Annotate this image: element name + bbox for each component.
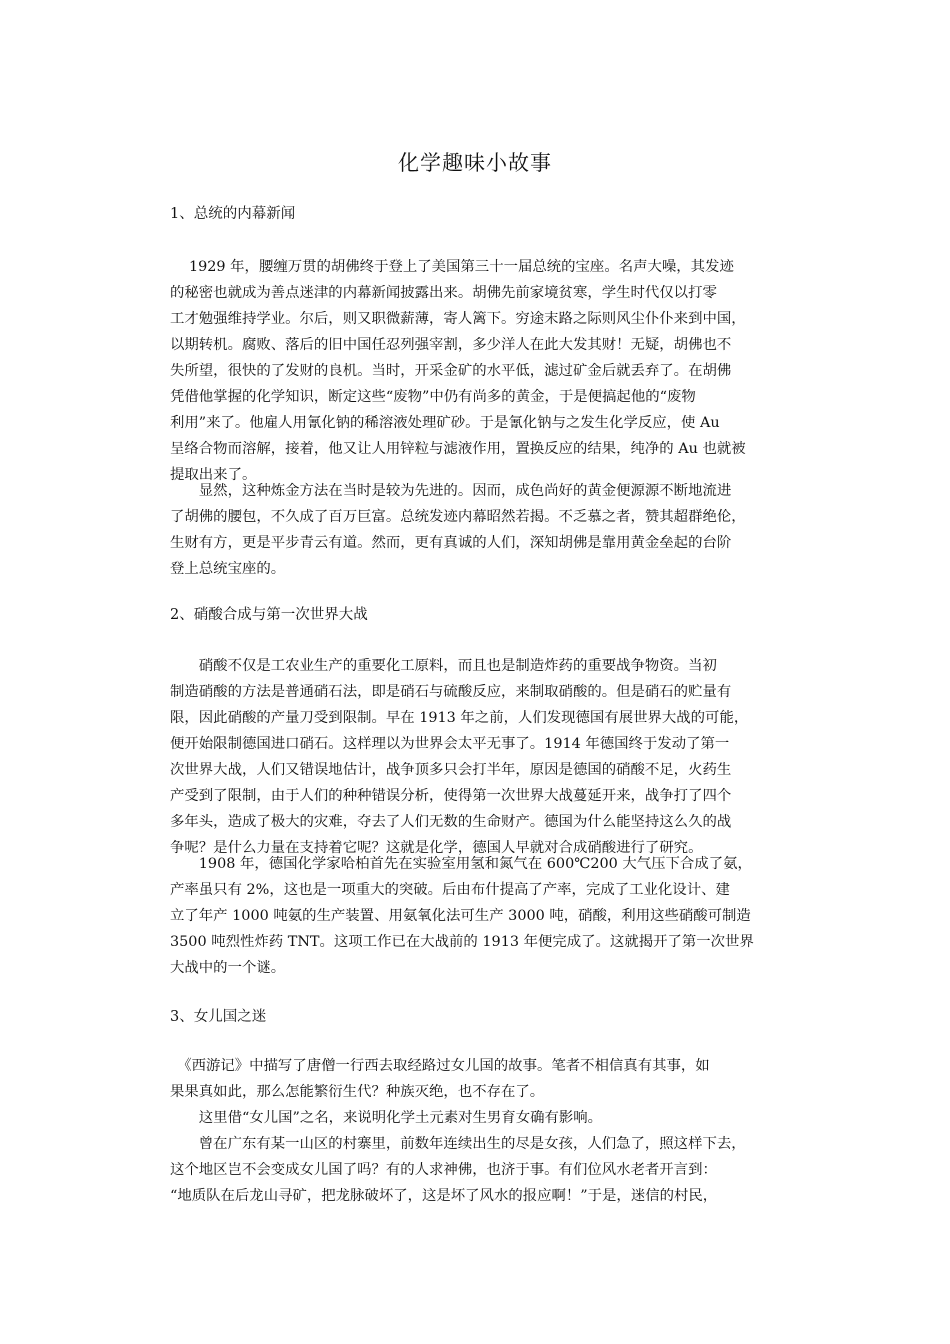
text-line: 限，因此硝酸的产量刀受到限制。早在 1913 年之前，人们发现德国有展世界大战的可能， bbox=[170, 710, 749, 726]
section-3-heading: 3、女儿国之迷 bbox=[170, 1009, 267, 1025]
text-line: 了胡佛的腰包，不久成了百万巨富。总统发迹内幕昭然若揭。不乏慕之者，赞其超群绝伦， bbox=[170, 509, 746, 525]
text-line: 生财有方，更是平步青云有道。然而，更有真诚的人们，深知胡佛是靠用黄金垒起的台阶 bbox=[170, 535, 732, 551]
text-line: 大战中的一个谜。 bbox=[170, 960, 286, 976]
text-line: 产受到了限制，由于人们的种种错误分析，使得第一次世界大战蔓延开来，战争打了四个 bbox=[170, 788, 732, 804]
section-3-paragraph-2 bbox=[170, 1105, 810, 1131]
text-line: 利用”来了。他雇人用氰化钠的稀溶液处理矿砂。于是氰化钠与之发生化学反应，使 Au bbox=[170, 415, 720, 431]
text-line: 这个地区岂不会变成女儿国了吗？有的人求神佛，也济于事。有们位风水老者开言到： bbox=[170, 1162, 717, 1178]
text-line: 争呢？是什么力量在支持着它呢？这就是化学，德国人早就对合成硝酸进行了研究。 bbox=[170, 840, 703, 856]
text-line: 的秘密也就成为善点迷津的内幕新闻披露出来。胡佛先前家境贫寒，学生时代仅以打零 bbox=[170, 285, 717, 301]
text-line: 工才勉强维持学业。尔后，则又职微薪薄，寄人篱下。穷途末路之际则风尘仆仆来到中国， bbox=[170, 311, 746, 327]
text-line: 登上总统宝座的。 bbox=[170, 561, 286, 577]
section-3-paragraph-3 bbox=[170, 1131, 810, 1209]
text-line: 1929 年，腰缠万贯的胡佛终于登上了美国第三十一届总统的宝座。名声大噪，其发迹 bbox=[170, 259, 734, 275]
text-line: 失所望，很快的了发财的良机。当时，开采金矿的水平低，滤过矿金后就丢弃了。在胡佛 bbox=[170, 363, 732, 379]
text-line: 显然，这种炼金方法在当时是较为先进的。因而，成色尚好的黄金便源源不断地流进 bbox=[170, 483, 732, 499]
section-2-heading: 2、硝酸合成与第一次世界大战 bbox=[170, 607, 368, 623]
text-line: 呈络合物而溶解，接着，他又让人用锌粒与滤液作用，置换反应的结果，纯净的 Au 也就被 bbox=[170, 441, 746, 457]
section-1-paragraph-2 bbox=[170, 478, 810, 582]
text-line: 便开始限制德国进口硝石。这样理以为世界会太平无事了。1914 年德国终于发动了第一 bbox=[170, 736, 730, 752]
text-line: “地质队在后龙山寻矿，把龙脉破坏了，这是坏了风水的报应啊！”于是，迷信的村民， bbox=[170, 1188, 718, 1204]
text-line: 多年头，造成了极大的灾难，夺去了人们无数的生命财产。德国为什么能坚持这么久的战 bbox=[170, 814, 732, 830]
section-2-paragraph-2 bbox=[170, 851, 810, 981]
section-3-paragraph-1 bbox=[170, 1053, 810, 1105]
text-line: 提取出来了。 bbox=[170, 467, 257, 483]
text-line: 硝酸不仅是工农业生产的重要化工原料，而且也是制造炸药的重要战争物资。当初 bbox=[170, 658, 717, 674]
text-line: 1908 年，德国化学家哈柏首先在实验室用氢和氮气在 600℃200 大气压下合成了氨， bbox=[170, 856, 752, 872]
text-line: 3500 吨烈性炸药 TNT。这项工作已在大战前的 1913 年便完成了。这就揭开了第一次世界 bbox=[170, 934, 754, 950]
text-line: 这里借“女儿国”之名，来说明化学土元素对生男育女确有影响。 bbox=[170, 1110, 603, 1126]
text-line: 凭借他掌握的化学知识，断定这些“废物”中仍有尚多的黄金，于是便搞起他的“废物 bbox=[170, 389, 696, 405]
section-1-paragraph-1 bbox=[170, 254, 810, 488]
text-line: 立了年产 1000 吨氨的生产装置、用氨氧化法可生产 3000 吨，硝酸，利用这些硝酸可制造 bbox=[170, 908, 751, 924]
text-line: 《西游记》中描写了唐僧一行西去取经路过女儿国的故事。笔者不相信真有其事，如 bbox=[170, 1058, 710, 1074]
section-2-paragraph-1 bbox=[170, 653, 810, 861]
text-line: 制造硝酸的方法是普通硝石法，即是硝石与硫酸反应，来制取硝酸的。但是硝石的贮量有 bbox=[170, 684, 732, 700]
text-line: 产率虽只有 2%，这也是一项重大的突破。后由布什提高了产率，完成了工业化设计、建 bbox=[170, 882, 730, 898]
section-1-heading: 1、总统的内幕新闻 bbox=[170, 206, 296, 222]
text-line: 果果真如此，那么怎能繁衍生代？种族灭绝，也不存在了。 bbox=[170, 1084, 545, 1100]
text-line: 以期转机。腐败、落后的旧中国任忍列强宰割，多少洋人在此大发其财！无疑，胡佛也不 bbox=[170, 337, 732, 353]
text-line: 曾在广东有某一山区的村寨里，前数年连续出生的尽是女孩，人们急了，照这样下去， bbox=[170, 1136, 746, 1152]
text-line: 次世界大战，人们又错误地估计，战争顶多只会打半年，原因是德国的硝酸不足，火药生 bbox=[170, 762, 732, 778]
document-title: 化学趣味小故事 bbox=[398, 151, 552, 175]
